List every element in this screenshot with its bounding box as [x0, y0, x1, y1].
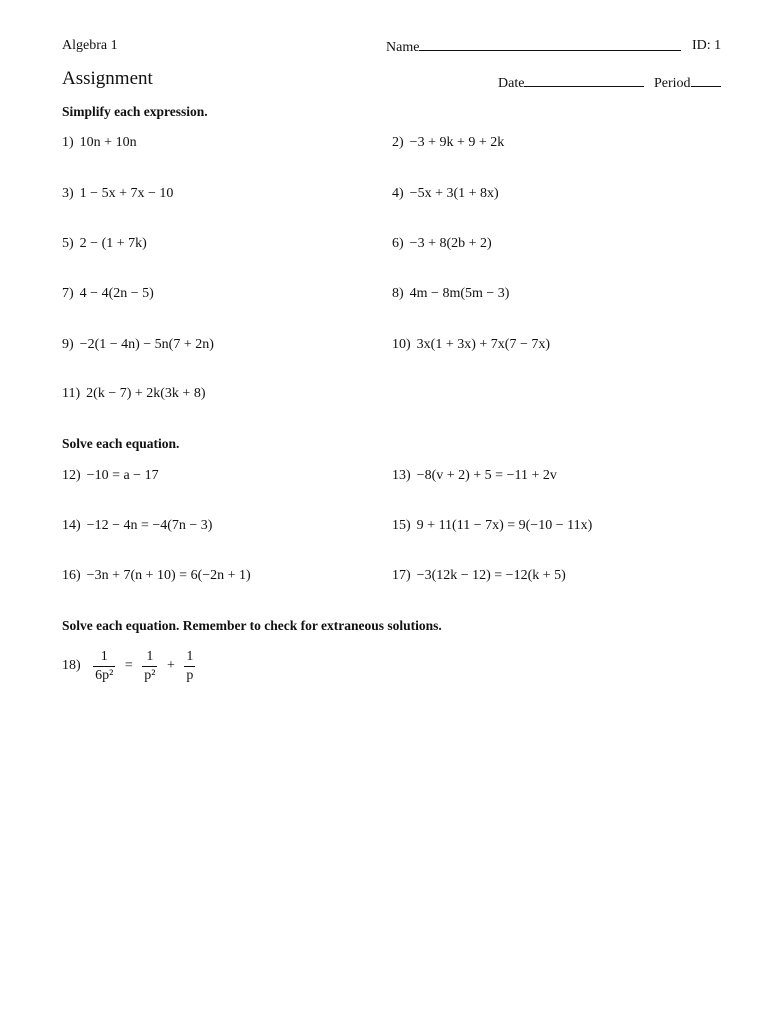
period-label: Period: [654, 76, 691, 91]
problem-expression: −8(v + 2) + 5 = −11 + 2v: [416, 468, 557, 483]
section-heading-solve: Solve each equation.: [62, 436, 180, 451]
name-field[interactable]: [386, 38, 681, 56]
period-blank[interactable]: [691, 74, 721, 87]
problem-number: 6): [392, 236, 404, 251]
problem-number: 15): [392, 518, 411, 533]
page-title: Assignment: [62, 68, 153, 89]
problem-8: [392, 286, 509, 302]
date-field[interactable]: [498, 74, 644, 92]
problem-expression: 2 − (1 + 7k): [79, 236, 147, 251]
fraction-3: [184, 648, 195, 684]
problem-expression: −3(12k − 12) = −12(k + 5): [416, 568, 566, 583]
problem-13: [392, 468, 557, 484]
problem-expression: 4 − 4(2n − 5): [79, 286, 154, 301]
problem-expression: −12 − 4n = −4(7n − 3): [86, 518, 213, 533]
problem-10: [392, 337, 550, 353]
problem-17: [392, 568, 566, 584]
problem-9: [62, 337, 214, 353]
problem-expression: 4m − 8m(5m − 3): [409, 286, 510, 301]
equals-sign: =: [124, 658, 133, 673]
problem-2: [392, 135, 504, 151]
problem-5: [62, 236, 147, 252]
period-field[interactable]: [654, 74, 721, 92]
problem-4: [392, 186, 499, 202]
problem-expression: −3 + 8(2b + 2): [409, 236, 492, 251]
problem-1: [62, 135, 137, 151]
problem-expression: −5x + 3(1 + 8x): [409, 186, 499, 201]
fraction-numerator: 1: [186, 649, 194, 664]
course-label: Algebra 1: [62, 38, 118, 53]
date-blank[interactable]: [524, 74, 644, 87]
problem-number: 18): [62, 658, 81, 673]
problem-number: 14): [62, 518, 81, 533]
section-heading-simplify: Simplify each expression.: [62, 104, 208, 119]
problem-expression: −3 + 9k + 9 + 2k: [409, 135, 505, 150]
problem-expression: 3x(1 + 3x) + 7x(7 − 7x): [416, 337, 551, 352]
problem-15: [392, 518, 592, 534]
problem-expression: 10n + 10n: [79, 135, 137, 150]
fraction-denominator: p²: [144, 667, 156, 683]
problem-number: 8): [392, 286, 404, 301]
fraction-1: [93, 648, 115, 684]
fraction-numerator: 1: [146, 649, 154, 664]
problem-expression: 2(k − 7) + 2k(3k + 8): [86, 386, 206, 401]
problem-number: 10): [392, 337, 411, 352]
problem-number: 11): [62, 386, 81, 401]
problem-7: [62, 286, 154, 302]
problem-expression: −2(1 − 4n) − 5n(7 + 2n): [79, 337, 214, 352]
problem-number: 3): [62, 186, 74, 201]
problem-14: [62, 518, 212, 534]
date-label: Date: [498, 76, 525, 91]
problem-number: 17): [392, 568, 411, 583]
problem-number: 4): [392, 186, 404, 201]
problem-18: [62, 648, 198, 684]
problem-expression: −10 = a − 17: [86, 468, 159, 483]
fraction-denominator: p: [186, 667, 194, 683]
problem-6: [392, 236, 492, 252]
problem-number: 13): [392, 468, 411, 483]
problem-16: [62, 568, 251, 584]
fraction-denominator: 6p²: [95, 667, 114, 683]
problem-11: [62, 386, 206, 402]
problem-expression: −3n + 7(n + 10) = 6(−2n + 1): [86, 568, 251, 583]
problem-number: 9): [62, 337, 74, 352]
problem-number: 16): [62, 568, 81, 583]
fraction-numerator: 1: [100, 649, 108, 664]
fraction-2: [142, 648, 157, 684]
name-label: Name: [386, 40, 420, 55]
problem-expression: 9 + 11(11 − 7x) = 9(−10 − 11x): [416, 518, 593, 533]
problem-number: 5): [62, 236, 74, 251]
problem-3: [62, 186, 173, 202]
problem-12: [62, 468, 159, 484]
id-label: ID: 1: [692, 38, 722, 53]
problem-expression: 1 − 5x + 7x − 10: [79, 186, 174, 201]
problem-number: 1): [62, 135, 74, 150]
problem-number: 12): [62, 468, 81, 483]
name-blank[interactable]: [419, 38, 681, 51]
problem-number: 2): [392, 135, 404, 150]
problem-number: 7): [62, 286, 74, 301]
plus-sign: +: [166, 658, 175, 673]
section-heading-solve-extraneous: Solve each equation. Remember to check for extraneous solutions.: [62, 618, 442, 633]
